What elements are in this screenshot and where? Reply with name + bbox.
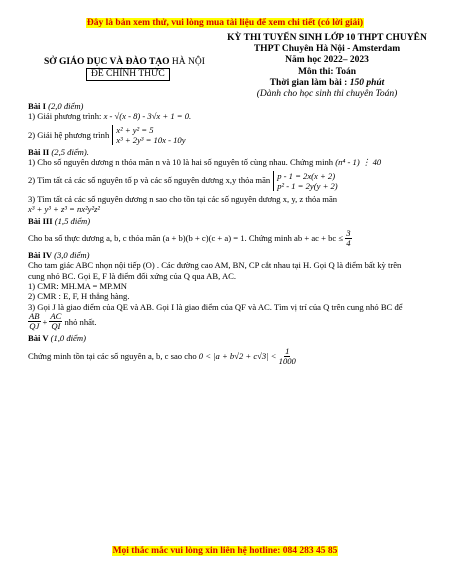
question-text: 2) CMR : E, F, H thẳng hàng. (28, 291, 130, 302)
question-text: $\frac{AB}{QJ}$ + $\frac{AC}{QI}$ nhỏ nhất. (29, 311, 97, 332)
issuer-block (44, 57, 244, 81)
subject: Môn thi: Toán (297, 66, 357, 77)
question-text: Cho tam giác ABC nhọn nội tiếp (O) . Các đường cao AM, BN, CP cắt nhau tại H. Gọi Q là điểm bất kỳ trên (28, 260, 402, 271)
question-text: cung nhỏ BC. Gọi E, F là điểm đối xứng của Q qua AB, AC. (28, 270, 237, 281)
official-exam-box: ĐỀ CHÍNH THỨC (86, 68, 170, 81)
equation: x³ + y³ + z³ = nx²y²z² (28, 204, 100, 215)
fraction: $\frac{1}{1000}$ (278, 345, 296, 366)
time-limit: Thời gian làm bài : 150 phút (269, 77, 385, 88)
question-text: Cho ba số thực dương a, b, c thỏa mãn (a + b)(b + c)(c + a) = 1. Chứng minh ab + ac + bc ≤ $\frac{3}{4}$ (28, 227, 351, 248)
question-text: 3) Gọi J là giao điểm của QE và AB. Gọi I là giao điểm của QF và AC. Tìm vị trí của Q trên cung nhỏ BC để (28, 301, 403, 312)
section-heading: Bài II (2,5 điểm). (28, 146, 89, 157)
fraction: $\frac{3}{4}$ (346, 227, 351, 248)
section-heading: Bài IV (3,0 điểm) (28, 249, 90, 260)
question-text: 2) Giải hệ phương trình x² + y² = 5 x³ + 2y³ = 10x - 10y (28, 124, 186, 145)
fraction: $\frac{AC}{QI}$ (50, 311, 62, 332)
question-text: Chứng minh tồn tại các số nguyên a, b, c sao cho 0 < |a + b√2 + c√3| < $\frac{1}{1000}$ (28, 345, 296, 366)
question-text: 3) Tìm tất cả các số nguyên dương n sao cho tồn tại các số nguyên dương x, y, z thỏa mãn (28, 193, 338, 204)
preview-banner: Đây là bản xem thử, vui lòng mua tài liệu để xem chi tiết (có lời giải) (86, 18, 364, 28)
section-heading: Bài I (2,0 điểm) (28, 101, 84, 111)
exam-title: KỲ THI TUYỂN SINH LỚP 10 THPT CHUYÊN (227, 33, 427, 43)
school-year: Năm học 2022– 2023 (285, 55, 369, 66)
question-text: 1) Giải phương trình: x - √(x - 8) - 3√x + 1 = 0. (28, 111, 192, 122)
question-text: 1) Cho số nguyên dương n thỏa mãn n và 10 là hai số nguyên tố cùng nhau. Chứng minh (n⁴ - 1) ⋮ 40 (28, 157, 382, 168)
exam-info-block (222, 33, 432, 100)
exam-content (28, 99, 433, 366)
question-text: 2) Tìm tất cả các số nguyên tố p và các số nguyên dương x,y thỏa mãn p - 1 = 2x(x + 2) p² - 1 = 2y(y + 2) (28, 170, 338, 191)
equation-system: p - 1 = 2x(x + 2) p² - 1 = 2y(y + 2) (273, 171, 337, 191)
target-note: (Dành cho học sinh thi chuyên Toán) (256, 89, 398, 100)
school-name: THPT Chuyên Hà Nội - Amsterdam (253, 44, 401, 55)
hotline-footer: Mọi thắc mắc vui lòng xin liên hệ hotline: 084 283 45 85 (112, 546, 338, 556)
equation-system: x² + y² = 5 x³ + 2y³ = 10x - 10y (112, 125, 185, 145)
fraction: $\frac{AB}{QJ}$ (29, 311, 40, 332)
department-name: SỞ GIÁO DỤC VÀ ĐÀO TẠO HÀ NỘI (44, 57, 205, 67)
section-heading: Bài V (1,0 điểm) (28, 333, 86, 344)
section-heading: Bài III (1,5 điểm) (28, 216, 91, 227)
question-text: 1) CMR: MH.MA = MP.MN (28, 281, 127, 292)
